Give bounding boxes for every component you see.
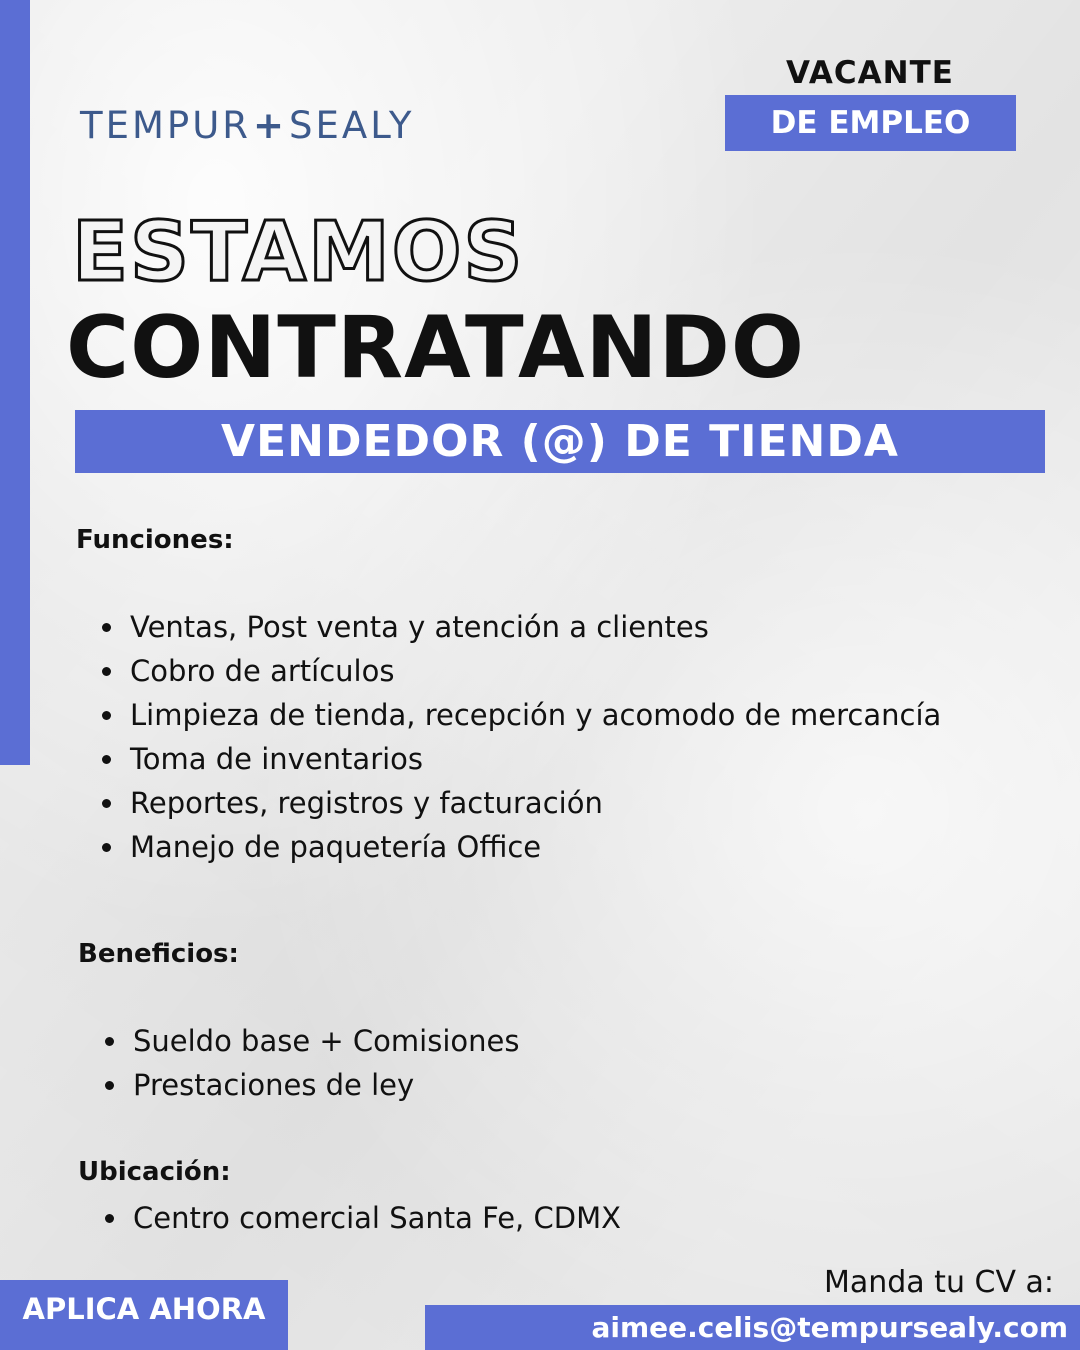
empleo-badge: DE EMPLEO — [725, 95, 1016, 151]
apply-now-button[interactable]: APLICA AHORA — [0, 1280, 288, 1350]
list-item — [102, 605, 941, 649]
list-item-text: Toma de inventarios — [130, 742, 424, 776]
send-cv-label: Manda tu CV a: — [823, 1265, 1054, 1300]
logo-plus: + — [253, 104, 288, 147]
accent-side-bar — [0, 0, 30, 765]
vacante-label: VACANTE — [786, 55, 954, 91]
list-item-text: Cobro de artículos — [130, 654, 395, 688]
logo-word-left: TEMPUR — [80, 104, 252, 147]
bullet-icon — [105, 1081, 114, 1090]
logo-word-right: SEALY — [289, 104, 415, 147]
list-item — [105, 1063, 519, 1107]
list-item — [105, 1196, 621, 1240]
list-item-text: Manejo de paquetería Office — [130, 830, 542, 864]
bullet-icon — [102, 799, 111, 808]
funciones-title: Funciones: — [76, 525, 234, 555]
ubicacion-title: Ubicación: — [78, 1157, 231, 1187]
bullet-icon — [105, 1037, 114, 1046]
list-item-text: Prestaciones de ley — [133, 1068, 415, 1102]
bullet-icon — [102, 755, 111, 764]
ubicacion-list — [105, 1196, 621, 1240]
bullet-icon — [102, 667, 111, 676]
funciones-list — [102, 605, 941, 869]
list-item — [102, 693, 941, 737]
list-item — [102, 649, 941, 693]
email-link[interactable]: aimee.celis@tempursealy.com — [425, 1305, 1080, 1350]
list-item-text: Ventas, Post venta y atención a clientes — [130, 610, 709, 644]
list-item — [102, 737, 941, 781]
list-item-text: Sueldo base + Comisiones — [133, 1024, 520, 1058]
headline-main: CONTRATANDO — [66, 298, 805, 398]
brand-logo — [80, 104, 415, 147]
list-item-text: Reportes, registros y facturación — [130, 786, 603, 820]
list-item-text: Limpieza de tienda, recepción y acomodo de mercancía — [130, 698, 942, 732]
beneficios-title: Beneficios: — [78, 939, 239, 969]
list-item — [102, 781, 941, 825]
bullet-icon — [102, 711, 111, 720]
bullet-icon — [102, 623, 111, 632]
headline-outline: ESTAMOS — [72, 205, 525, 300]
beneficios-list — [105, 1019, 519, 1107]
list-item-text: Centro comercial Santa Fe, CDMX — [133, 1201, 621, 1235]
list-item — [102, 825, 941, 869]
role-banner: VENDEDOR (@) DE TIENDA — [75, 410, 1045, 473]
bullet-icon — [102, 843, 111, 852]
list-item — [105, 1019, 519, 1063]
bullet-icon — [105, 1214, 114, 1223]
